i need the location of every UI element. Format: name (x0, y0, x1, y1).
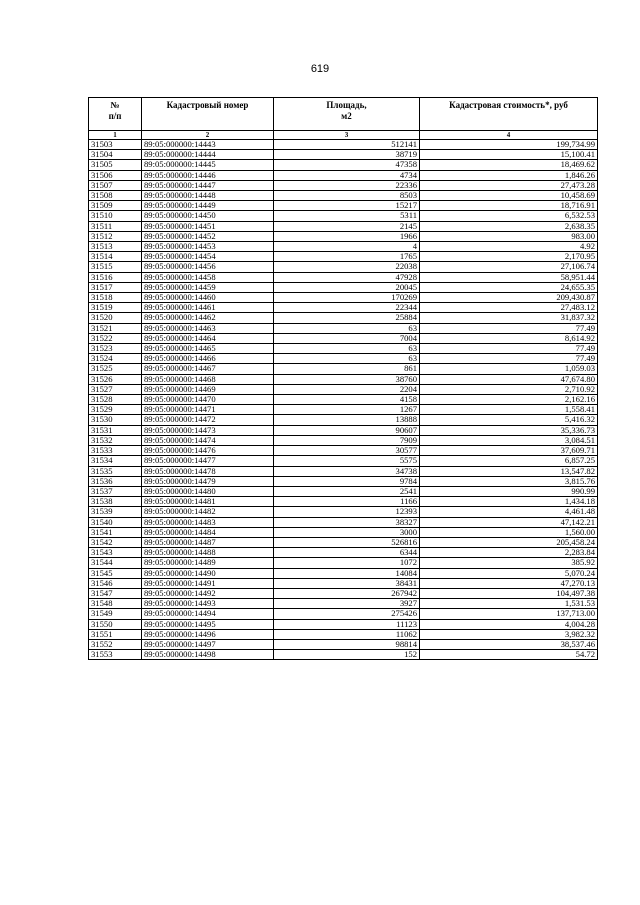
cost-value: 4,004.28 (420, 619, 598, 629)
cadastral-number: 89:05:000000:14478 (142, 466, 274, 476)
cost-value: 385.92 (420, 558, 598, 568)
cost-value: 58,951.44 (420, 272, 598, 282)
cost-value: 37,609.71 (420, 446, 598, 456)
row-number: 31519 (89, 303, 142, 313)
area-value: 47358 (274, 160, 420, 170)
table-row (89, 466, 598, 476)
row-number: 31510 (89, 211, 142, 221)
table-row (89, 180, 598, 190)
cost-value: 1,558.41 (420, 405, 598, 415)
table-row (89, 639, 598, 649)
row-number: 31547 (89, 588, 142, 598)
cadastral-number: 89:05:000000:14491 (142, 578, 274, 588)
area-value: 2145 (274, 221, 420, 231)
cost-value: 209,430.87 (420, 293, 598, 303)
table-row (89, 446, 598, 456)
table-row (89, 191, 598, 201)
area-value: 526816 (274, 537, 420, 547)
area-value: 1765 (274, 252, 420, 262)
row-number: 31548 (89, 599, 142, 609)
area-value: 3927 (274, 599, 420, 609)
row-number: 31539 (89, 507, 142, 517)
cadastral-number: 89:05:000000:14445 (142, 160, 274, 170)
cadastral-number: 89:05:000000:14483 (142, 517, 274, 527)
cost-value: 13,547.82 (420, 466, 598, 476)
cost-value: 15,100.41 (420, 150, 598, 160)
table-row (89, 242, 598, 252)
cadastral-number: 89:05:000000:14498 (142, 650, 274, 660)
cost-value: 2,638.35 (420, 221, 598, 231)
column-numbers-row (89, 131, 598, 140)
cadastral-number: 89:05:000000:14479 (142, 476, 274, 486)
table-row (89, 435, 598, 445)
area-value: 63 (274, 354, 420, 364)
area-value: 275426 (274, 609, 420, 619)
row-number: 31507 (89, 180, 142, 190)
area-value: 2541 (274, 486, 420, 496)
table-row (89, 374, 598, 384)
row-number: 31543 (89, 548, 142, 558)
area-value: 22336 (274, 180, 420, 190)
cost-value: 1,531.53 (420, 599, 598, 609)
area-value: 30577 (274, 446, 420, 456)
row-number: 31512 (89, 231, 142, 241)
area-value: 3000 (274, 527, 420, 537)
cost-value: 27,483.12 (420, 303, 598, 313)
header-area-label: Площадь, (326, 100, 367, 110)
row-number: 31533 (89, 446, 142, 456)
area-value: 1166 (274, 497, 420, 507)
row-number: 31553 (89, 650, 142, 660)
row-number: 31523 (89, 344, 142, 354)
row-number: 31545 (89, 568, 142, 578)
cost-value: 1,846.26 (420, 170, 598, 180)
area-value: 22038 (274, 262, 420, 272)
table-row (89, 333, 598, 343)
cadastral-number: 89:05:000000:14463 (142, 323, 274, 333)
cadastral-number: 89:05:000000:14487 (142, 537, 274, 547)
area-value: 512141 (274, 140, 420, 150)
area-value: 861 (274, 364, 420, 374)
row-number: 31538 (89, 497, 142, 507)
cadastral-number: 89:05:000000:14470 (142, 395, 274, 405)
row-number: 31506 (89, 170, 142, 180)
cadastral-number: 89:05:000000:14447 (142, 180, 274, 190)
cadastral-number: 89:05:000000:14460 (142, 293, 274, 303)
table-row (89, 415, 598, 425)
table-row (89, 548, 598, 558)
cadastral-number: 89:05:000000:14481 (142, 497, 274, 507)
column-number: 2 (142, 131, 274, 140)
table-row (89, 558, 598, 568)
cadastral-number: 89:05:000000:14496 (142, 629, 274, 639)
table-row (89, 629, 598, 639)
area-value: 5575 (274, 456, 420, 466)
table-row (89, 140, 598, 150)
cost-value: 8,614.92 (420, 333, 598, 343)
table-row (89, 425, 598, 435)
area-value: 9784 (274, 476, 420, 486)
cost-value: 47,270.13 (420, 578, 598, 588)
table-row (89, 313, 598, 323)
area-value: 4158 (274, 395, 420, 405)
cadastral-number: 89:05:000000:14453 (142, 242, 274, 252)
table-row (89, 201, 598, 211)
cadastral-number: 89:05:000000:14477 (142, 456, 274, 466)
cost-value: 4,461.48 (420, 507, 598, 517)
cost-value: 77.49 (420, 354, 598, 364)
row-number: 31508 (89, 191, 142, 201)
cost-value: 137,713.00 (420, 609, 598, 619)
table-row (89, 588, 598, 598)
cadastral-number: 89:05:000000:14490 (142, 568, 274, 578)
cadastral-number: 89:05:000000:14492 (142, 588, 274, 598)
table-header-row (89, 98, 598, 131)
area-value: 38327 (274, 517, 420, 527)
table-row (89, 323, 598, 333)
cost-value: 2,162.16 (420, 395, 598, 405)
cost-value: 3,084.51 (420, 435, 598, 445)
cadastral-number: 89:05:000000:14456 (142, 262, 274, 272)
table-row (89, 364, 598, 374)
cadastral-number: 89:05:000000:14444 (142, 150, 274, 160)
table-row (89, 211, 598, 221)
header-number-symbol: № (110, 100, 120, 110)
cost-value: 27,106.74 (420, 262, 598, 272)
row-number: 31535 (89, 466, 142, 476)
header-cadastral-cost: Кадастровая стоимость*, руб (420, 98, 598, 131)
cost-value: 1,434.18 (420, 497, 598, 507)
row-number: 31542 (89, 537, 142, 547)
cadastral-number: 89:05:000000:14451 (142, 221, 274, 231)
cadastral-number: 89:05:000000:14449 (142, 201, 274, 211)
cadastral-number: 89:05:000000:14461 (142, 303, 274, 313)
cadastral-number: 89:05:000000:14474 (142, 435, 274, 445)
cadastral-number: 89:05:000000:14494 (142, 609, 274, 619)
row-number: 31540 (89, 517, 142, 527)
cadastral-number: 89:05:000000:14493 (142, 599, 274, 609)
cadastral-number: 89:05:000000:14446 (142, 170, 274, 180)
area-value: 20045 (274, 282, 420, 292)
row-number: 31546 (89, 578, 142, 588)
cadastral-number: 89:05:000000:14467 (142, 364, 274, 374)
row-number: 31515 (89, 262, 142, 272)
table-row (89, 497, 598, 507)
area-value: 11123 (274, 619, 420, 629)
area-value: 12393 (274, 507, 420, 517)
row-number: 31513 (89, 242, 142, 252)
cost-value: 18,469.62 (420, 160, 598, 170)
area-value: 14084 (274, 568, 420, 578)
cost-value: 47,142.21 (420, 517, 598, 527)
cadastral-number: 89:05:000000:14468 (142, 374, 274, 384)
row-number: 31550 (89, 619, 142, 629)
row-number: 31531 (89, 425, 142, 435)
page-number: 619 (310, 63, 330, 75)
cost-value: 5,070.24 (420, 568, 598, 578)
row-number: 31509 (89, 201, 142, 211)
cadastral-number: 89:05:000000:14459 (142, 282, 274, 292)
cost-value: 990.99 (420, 486, 598, 496)
table-body (89, 140, 598, 660)
cadastral-number: 89:05:000000:14495 (142, 619, 274, 629)
row-number: 31541 (89, 527, 142, 537)
area-value: 170269 (274, 293, 420, 303)
area-value: 1267 (274, 405, 420, 415)
table-row (89, 262, 598, 272)
area-value: 11062 (274, 629, 420, 639)
cost-value: 24,655.35 (420, 282, 598, 292)
row-number: 31520 (89, 313, 142, 323)
cadastral-number: 89:05:000000:14452 (142, 231, 274, 241)
row-number: 31544 (89, 558, 142, 568)
area-value: 5311 (274, 211, 420, 221)
row-number: 31551 (89, 629, 142, 639)
cost-value: 1,059.03 (420, 364, 598, 374)
area-value: 38760 (274, 374, 420, 384)
table-row (89, 282, 598, 292)
area-value: 152 (274, 650, 420, 660)
cadastral-table (88, 97, 598, 660)
cost-value: 10,458.69 (420, 191, 598, 201)
cadastral-number: 89:05:000000:14473 (142, 425, 274, 435)
cadastral-number: 89:05:000000:14480 (142, 486, 274, 496)
area-value: 22344 (274, 303, 420, 313)
cost-value: 2,283.84 (420, 548, 598, 558)
cost-value: 3,815.76 (420, 476, 598, 486)
cadastral-number: 89:05:000000:14443 (142, 140, 274, 150)
cost-value: 1,560.00 (420, 527, 598, 537)
row-number: 31526 (89, 374, 142, 384)
cost-value: 3,982.32 (420, 629, 598, 639)
cadastral-number: 89:05:000000:14469 (142, 384, 274, 394)
cost-value: 47,674.80 (420, 374, 598, 384)
cost-value: 205,458.24 (420, 537, 598, 547)
cadastral-number: 89:05:000000:14482 (142, 507, 274, 517)
table-row (89, 395, 598, 405)
area-value: 8503 (274, 191, 420, 201)
table-row (89, 231, 598, 241)
area-value: 267942 (274, 588, 420, 598)
row-number: 31529 (89, 405, 142, 415)
table-row (89, 507, 598, 517)
area-value: 4 (274, 242, 420, 252)
row-number: 31532 (89, 435, 142, 445)
table-row (89, 344, 598, 354)
table-row (89, 456, 598, 466)
area-value: 2204 (274, 384, 420, 394)
cadastral-number: 89:05:000000:14471 (142, 405, 274, 415)
cost-value: 6,532.53 (420, 211, 598, 221)
table-row (89, 527, 598, 537)
row-number: 31522 (89, 333, 142, 343)
row-number: 31530 (89, 415, 142, 425)
table-row (89, 568, 598, 578)
row-number: 31549 (89, 609, 142, 619)
cost-value: 5,416.32 (420, 415, 598, 425)
cadastral-number: 89:05:000000:14488 (142, 548, 274, 558)
header-area (274, 98, 420, 131)
table-row (89, 537, 598, 547)
row-number: 31505 (89, 160, 142, 170)
cost-value: 2,710.92 (420, 384, 598, 394)
cadastral-number: 89:05:000000:14497 (142, 639, 274, 649)
row-number: 31534 (89, 456, 142, 466)
cadastral-number: 89:05:000000:14489 (142, 558, 274, 568)
header-cadastral-number: Кадастровый номер (142, 98, 274, 131)
cadastral-number: 89:05:000000:14458 (142, 272, 274, 282)
cadastral-number: 89:05:000000:14450 (142, 211, 274, 221)
cadastral-number: 89:05:000000:14476 (142, 446, 274, 456)
cadastral-number: 89:05:000000:14472 (142, 415, 274, 425)
row-number: 31524 (89, 354, 142, 364)
cost-value: 31,837.32 (420, 313, 598, 323)
cost-value: 54.72 (420, 650, 598, 660)
table-row (89, 476, 598, 486)
row-number: 31521 (89, 323, 142, 333)
area-value: 38431 (274, 578, 420, 588)
row-number: 31518 (89, 293, 142, 303)
cadastral-number: 89:05:000000:14448 (142, 191, 274, 201)
area-value: 98814 (274, 639, 420, 649)
row-number: 31503 (89, 140, 142, 150)
cost-value: 35,336.73 (420, 425, 598, 435)
table-row (89, 405, 598, 415)
table-row (89, 272, 598, 282)
area-value: 13888 (274, 415, 420, 425)
table-row (89, 486, 598, 496)
table-row (89, 578, 598, 588)
cost-value: 983.00 (420, 231, 598, 241)
area-value: 1966 (274, 231, 420, 241)
area-value: 7004 (274, 333, 420, 343)
header-number (89, 98, 142, 131)
cadastral-number: 89:05:000000:14484 (142, 527, 274, 537)
table-row (89, 160, 598, 170)
cost-value: 77.49 (420, 323, 598, 333)
table-row (89, 293, 598, 303)
cadastral-number: 89:05:000000:14454 (142, 252, 274, 262)
row-number: 31527 (89, 384, 142, 394)
cost-value: 27,473.28 (420, 180, 598, 190)
table-row (89, 650, 598, 660)
area-value: 4734 (274, 170, 420, 180)
cadastral-number: 89:05:000000:14464 (142, 333, 274, 343)
row-number: 31516 (89, 272, 142, 282)
cadastral-number: 89:05:000000:14466 (142, 354, 274, 364)
cadastral-number: 89:05:000000:14462 (142, 313, 274, 323)
column-number: 4 (420, 131, 598, 140)
cost-value: 2,170.95 (420, 252, 598, 262)
row-number: 31504 (89, 150, 142, 160)
table-row (89, 170, 598, 180)
cost-value: 199,734.99 (420, 140, 598, 150)
table-row (89, 221, 598, 231)
cost-value: 77.49 (420, 344, 598, 354)
row-number: 31517 (89, 282, 142, 292)
table-row (89, 609, 598, 619)
row-number: 31552 (89, 639, 142, 649)
cost-value: 104,497.38 (420, 588, 598, 598)
table-row (89, 150, 598, 160)
table-row (89, 619, 598, 629)
row-number: 31511 (89, 221, 142, 231)
area-value: 7909 (274, 435, 420, 445)
area-value: 6344 (274, 548, 420, 558)
area-value: 47928 (274, 272, 420, 282)
header-number-label: п/п (108, 111, 122, 121)
cost-value: 6,857.25 (420, 456, 598, 466)
column-number: 3 (274, 131, 420, 140)
table-row (89, 303, 598, 313)
area-value: 90607 (274, 425, 420, 435)
area-value: 34738 (274, 466, 420, 476)
cost-value: 38,537.46 (420, 639, 598, 649)
table-row (89, 354, 598, 364)
area-value: 25884 (274, 313, 420, 323)
cost-value: 18,716.91 (420, 201, 598, 211)
header-area-unit: м2 (341, 111, 352, 121)
table-row (89, 384, 598, 394)
area-value: 15217 (274, 201, 420, 211)
row-number: 31536 (89, 476, 142, 486)
area-value: 63 (274, 323, 420, 333)
row-number: 31537 (89, 486, 142, 496)
row-number: 31528 (89, 395, 142, 405)
area-value: 38719 (274, 150, 420, 160)
row-number: 31525 (89, 364, 142, 374)
table-row (89, 517, 598, 527)
column-number: 1 (89, 131, 142, 140)
cadastral-number: 89:05:000000:14465 (142, 344, 274, 354)
cost-value: 4.92 (420, 242, 598, 252)
area-value: 1072 (274, 558, 420, 568)
area-value: 63 (274, 344, 420, 354)
table-row (89, 599, 598, 609)
row-number: 31514 (89, 252, 142, 262)
table-row (89, 252, 598, 262)
